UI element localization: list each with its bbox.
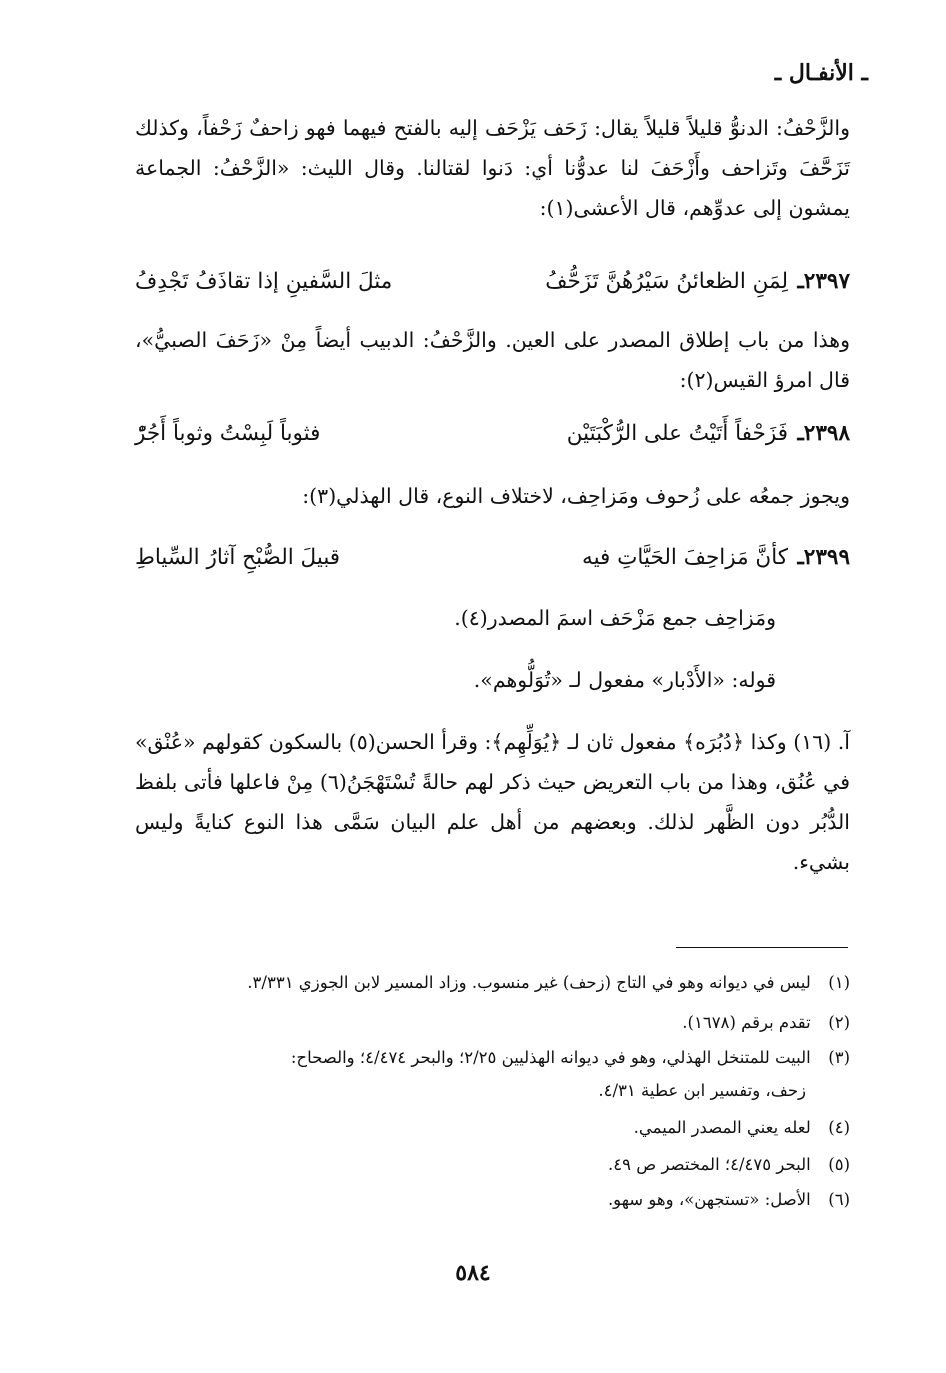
verse-second-hemistich: قبيلَ الصُّبْحِ آثارُ السِّياطِ <box>135 545 341 570</box>
verse-2398 <box>135 414 850 454</box>
footnote-text: الأصل: «تستجهن»، وهو سهو. <box>607 1190 811 1209</box>
footnote <box>135 1008 850 1038</box>
verse-2397 <box>135 262 850 302</box>
paragraph-plural: ويجوز جمعُه على زُحوف ومَزاحِف، لاختلاف النوع، قال الهذلي(٣): <box>302 484 850 508</box>
footnote-continuation: زحف، وتفسير ابن عطية ٤/٣١. <box>598 1081 806 1100</box>
verse-2399 <box>135 538 850 578</box>
footnote-number: (٣) <box>828 1048 850 1067</box>
paragraph-dabib: وهذا من باب إطلاق المصدر على العين. والزَّحْفُ: الدبيب أيضاً مِنْ «زَحَفَ الصبيُّ»، قال امرؤ القيس(٢): <box>135 328 850 392</box>
footnote <box>135 1113 850 1143</box>
verse-first-hemistich: فَزَحْفاً أَتَيْتُ على الرُّكْبَتَيْن <box>566 421 788 446</box>
footnote <box>135 1043 850 1073</box>
verse-number: ٢٣٩٧ـ <box>797 269 850 294</box>
line-mazahif: ومَزاحِف جمع مَزْحَف اسمَ المصدر(٤). <box>454 606 776 630</box>
footnote-number: (٥) <box>828 1155 850 1174</box>
footnote-text: ليس في ديوانه وهو في التاج (زحف) غير منسوب. وزاد المسير لابن الجوزي ٣/٣٣١. <box>247 973 811 992</box>
footnote <box>135 968 850 998</box>
footnote-text: البيت للمتنخل الهذلي، وهو في ديوانه الهذليين ٢/٢٥؛ والبحر ٤/٤٧٤؛ والصحاح: <box>290 1048 811 1067</box>
footnote-number: (٦) <box>828 1190 850 1209</box>
footnote-text: لعله يعني المصدر الميمي. <box>633 1118 811 1137</box>
footnote-text: تقدم برقم (١٦٧٨). <box>682 1013 811 1032</box>
footnote <box>135 1150 850 1180</box>
running-header: ـ الأنفـال ـ <box>774 60 868 86</box>
footnote-separator <box>676 947 848 948</box>
footnote-number: (٤) <box>828 1118 850 1137</box>
paragraph-verse-16: آ. (١٦) وكذا ﴿دُبُرَه﴾ مفعول ثان لـ ﴿يُوَلِّهِم﴾: وقرأ الحسن(٥) بالسكون كقولهم «عُنْق» في عُنُق، وهذا من باب التعريض حيث ذكر لهم حالةً تُسْتَهْجَنُ(٦) مِنْ فاعلها فأتى بلفظ الدُّبُر دون الظَّهر لذلك. وبعضهم من أهل علم البيان سَمَّى هذا النوع كنايةً وليس بشيء. <box>135 730 850 874</box>
verse-second-hemistich: مثلَ السَّفينِ إذا تقاذَفُ تَجْدِفُ <box>135 269 393 294</box>
footnote-number: (٢) <box>828 1013 850 1032</box>
verse-second-hemistich: فثوباً لَبِسْتُ وثوباً أَجُرّْ <box>135 421 321 446</box>
verse-number: ٢٣٩٩ـ <box>797 545 850 570</box>
footnote-number: (١) <box>828 973 850 992</box>
paragraph-zahf-definition: والزَّحْفُ: الدنوُّ قليلاً قليلاً يقال: زَحَف يَزْحَف إليه بالفتح فيهما فهو زاحفٌ زَحْفاً، وكذلك تَزَحَّفَ وتَزاحف وأَزْحَفَ لنا عدوُّنا أي: دَنوا لقتالنا. وقال الليث: «الزَّحْفُ: الجماعة يمشون إلى عدوِّهم، قال الأعشى(١): <box>135 116 850 220</box>
footnote <box>135 1185 850 1215</box>
verse-first-hemistich: لِمَنِ الظعائنُ سَيْرُهُنَّ تَزَحُّفُ <box>545 269 788 294</box>
verse-number: ٢٣٩٨ـ <box>797 421 850 446</box>
line-adbar: قوله: «الأَدْبار» مفعول لـ «تُوَلُّوهم». <box>473 668 776 692</box>
footnote-text: البحر ٤/٤٧٥؛ المختصر ص ٤٩. <box>608 1155 811 1174</box>
verse-first-hemistich: كأنَّ مَزاحِفَ الحَيَّاتِ فيه <box>582 545 788 570</box>
page-number: ٥٨٤ <box>455 1260 491 1286</box>
